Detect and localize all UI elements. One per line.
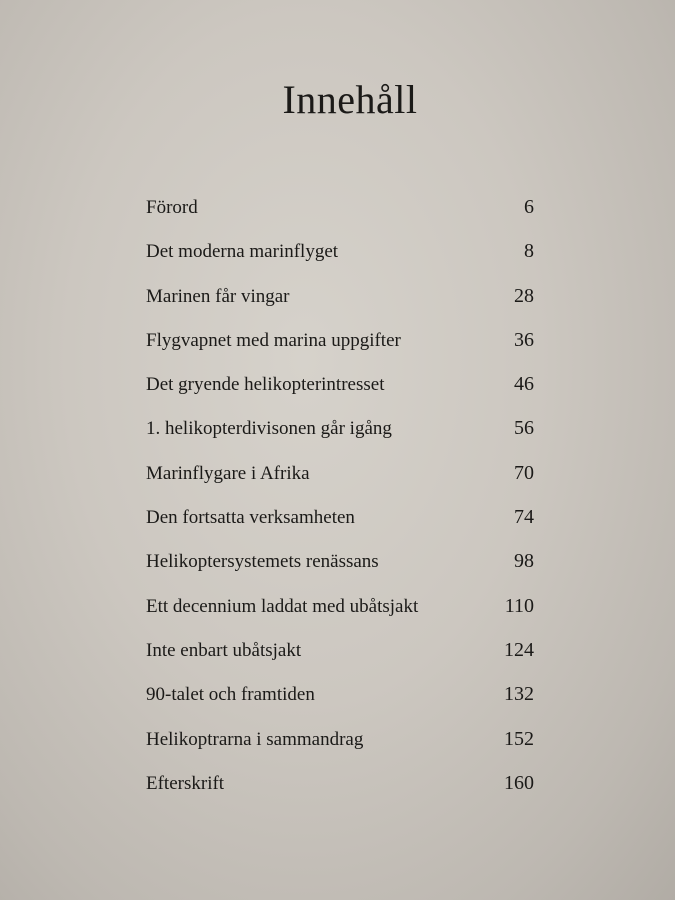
toc-entry-page: 74 <box>514 506 534 529</box>
toc-entry-page: 36 <box>514 328 534 351</box>
toc-entry-title: Flygvapnet med marina uppgifter <box>146 329 401 351</box>
toc-entry-page: 98 <box>514 550 534 573</box>
toc-entry-page: 28 <box>514 284 534 307</box>
toc-entry-title: Helikoptersystemets renässans <box>146 551 379 573</box>
toc-entry-page: 110 <box>504 594 534 617</box>
toc-entry <box>146 417 534 461</box>
toc-entry <box>146 683 534 727</box>
toc-entry-title: Ett decennium laddat med ubåtsjakt <box>146 595 419 617</box>
toc-entry-title: Helikoptrarna i sammandrag <box>146 728 364 750</box>
toc-entry <box>146 550 534 594</box>
toc-entry-page: 70 <box>514 461 534 484</box>
toc-entry <box>146 373 534 417</box>
toc-entry <box>146 196 534 240</box>
toc-entry <box>146 728 534 772</box>
toc-entry-title: Marinen får vingar <box>146 285 290 307</box>
toc-entry-title: Det moderna marinflyget <box>146 241 339 263</box>
toc-entry-page: 56 <box>514 417 534 440</box>
toc-entry <box>146 595 534 639</box>
toc-entry <box>146 506 534 550</box>
toc-entry-page: 132 <box>504 683 534 706</box>
toc-entry-page: 160 <box>504 771 534 794</box>
toc-entry <box>146 285 534 329</box>
toc-entry-title: Marinflygare i Afrika <box>146 462 310 484</box>
toc-entry-page: 124 <box>504 638 534 661</box>
toc-entry <box>146 240 534 284</box>
toc-entry-title: 90-talet och framtiden <box>146 684 315 706</box>
toc-entry <box>146 772 534 816</box>
table-of-contents <box>146 196 534 816</box>
toc-entry <box>146 639 534 683</box>
toc-entry-title: Förord <box>146 197 198 218</box>
toc-entry-title: Inte enbart ubåtsjakt <box>146 639 302 661</box>
toc-entry-page: 46 <box>514 373 534 396</box>
page-title: Innehåll <box>282 77 418 122</box>
toc-entry-page: 152 <box>504 727 534 750</box>
toc-entry-title: Efterskrift <box>146 772 225 794</box>
toc-entry-title: 1. helikopterdivisonen går igång <box>146 418 392 440</box>
toc-entry-title: Den fortsatta verksamheten <box>146 507 355 529</box>
toc-entry-page: 6 <box>524 196 534 218</box>
toc-entry-page: 8 <box>524 240 534 263</box>
toc-entry <box>146 462 534 506</box>
toc-entry <box>146 329 534 373</box>
toc-entry-title: Det gryende helikopterintresset <box>146 374 385 396</box>
